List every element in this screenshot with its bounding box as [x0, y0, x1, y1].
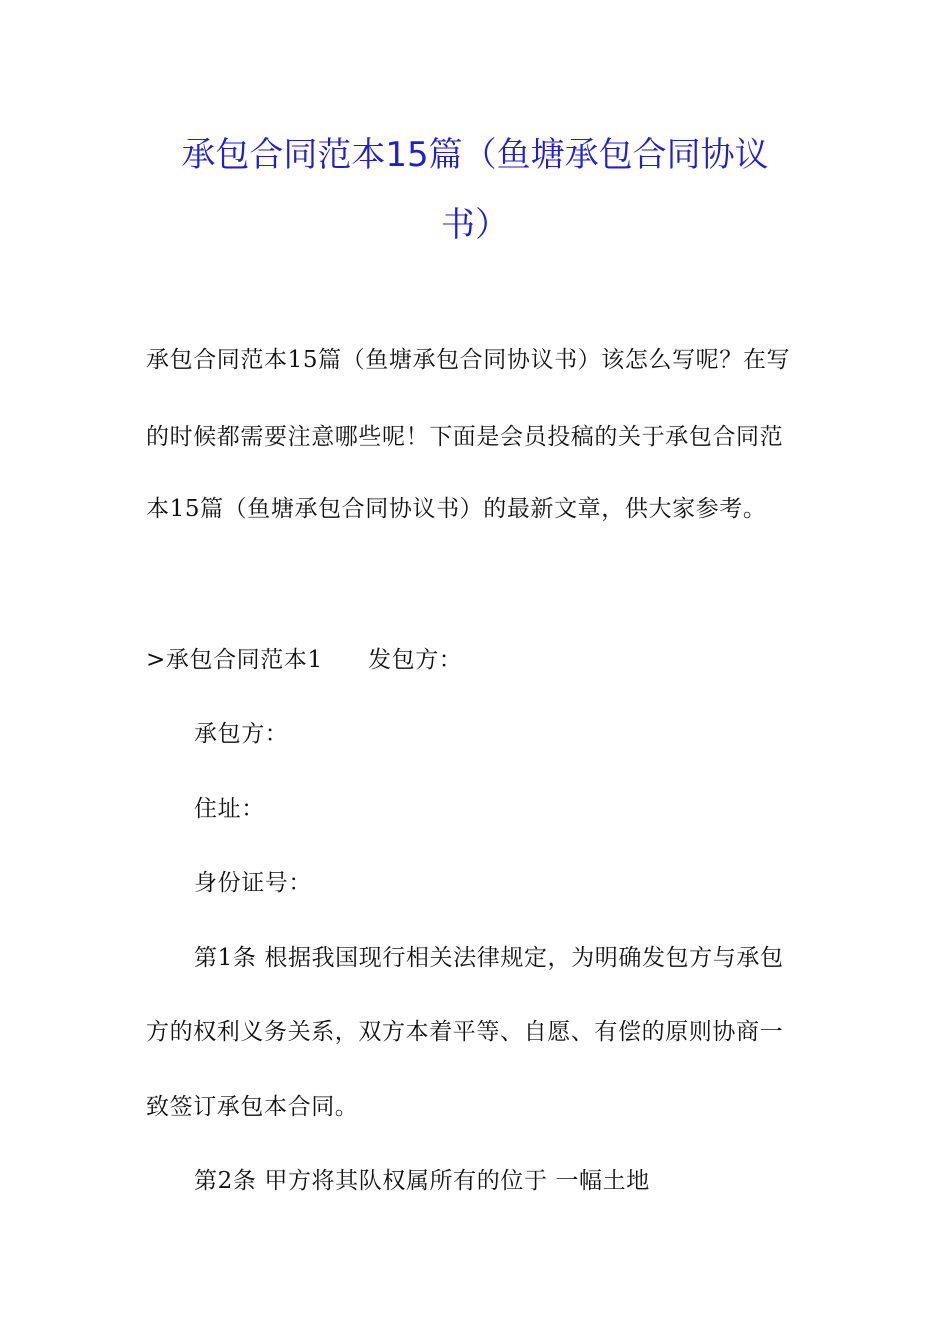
intro-paragraph-line-2: 的时候都需要注意哪些呢！下面是会员投稿的关于承包合同范	[146, 424, 784, 450]
intro-paragraph-line-1: 承包合同范本15篇（鱼塘承包合同协议书）该怎么写呢？在写	[146, 347, 791, 373]
section-heading: >承包合同范本1	[146, 647, 323, 673]
document-title-line-2: 书）	[441, 205, 509, 245]
address-label: 住址：	[194, 796, 265, 822]
id-number-label: 身份证号：	[194, 870, 312, 896]
contractor-label: 发包方：	[368, 647, 463, 673]
contractee-label: 承包方：	[194, 721, 289, 747]
article-1-line-2: 方的权利义务关系，双方本着平等、自愿、有偿的原则协商一	[146, 1019, 784, 1045]
intro-paragraph-line-3: 本15篇（鱼塘承包合同协议书）的最新文章，供大家参考。	[146, 496, 767, 522]
article-2-line-1: 第2条 甲方将其队权属所有的位于 一幅土地	[194, 1168, 650, 1194]
document-title-line-1: 承包合同范本15篇（鱼塘承包合同协议	[181, 135, 769, 175]
article-1-line-1: 第1条 根据我国现行相关法律规定，为明确发包方与承包	[194, 945, 784, 971]
article-1-line-3: 致签订承包本合同。	[146, 1094, 359, 1120]
